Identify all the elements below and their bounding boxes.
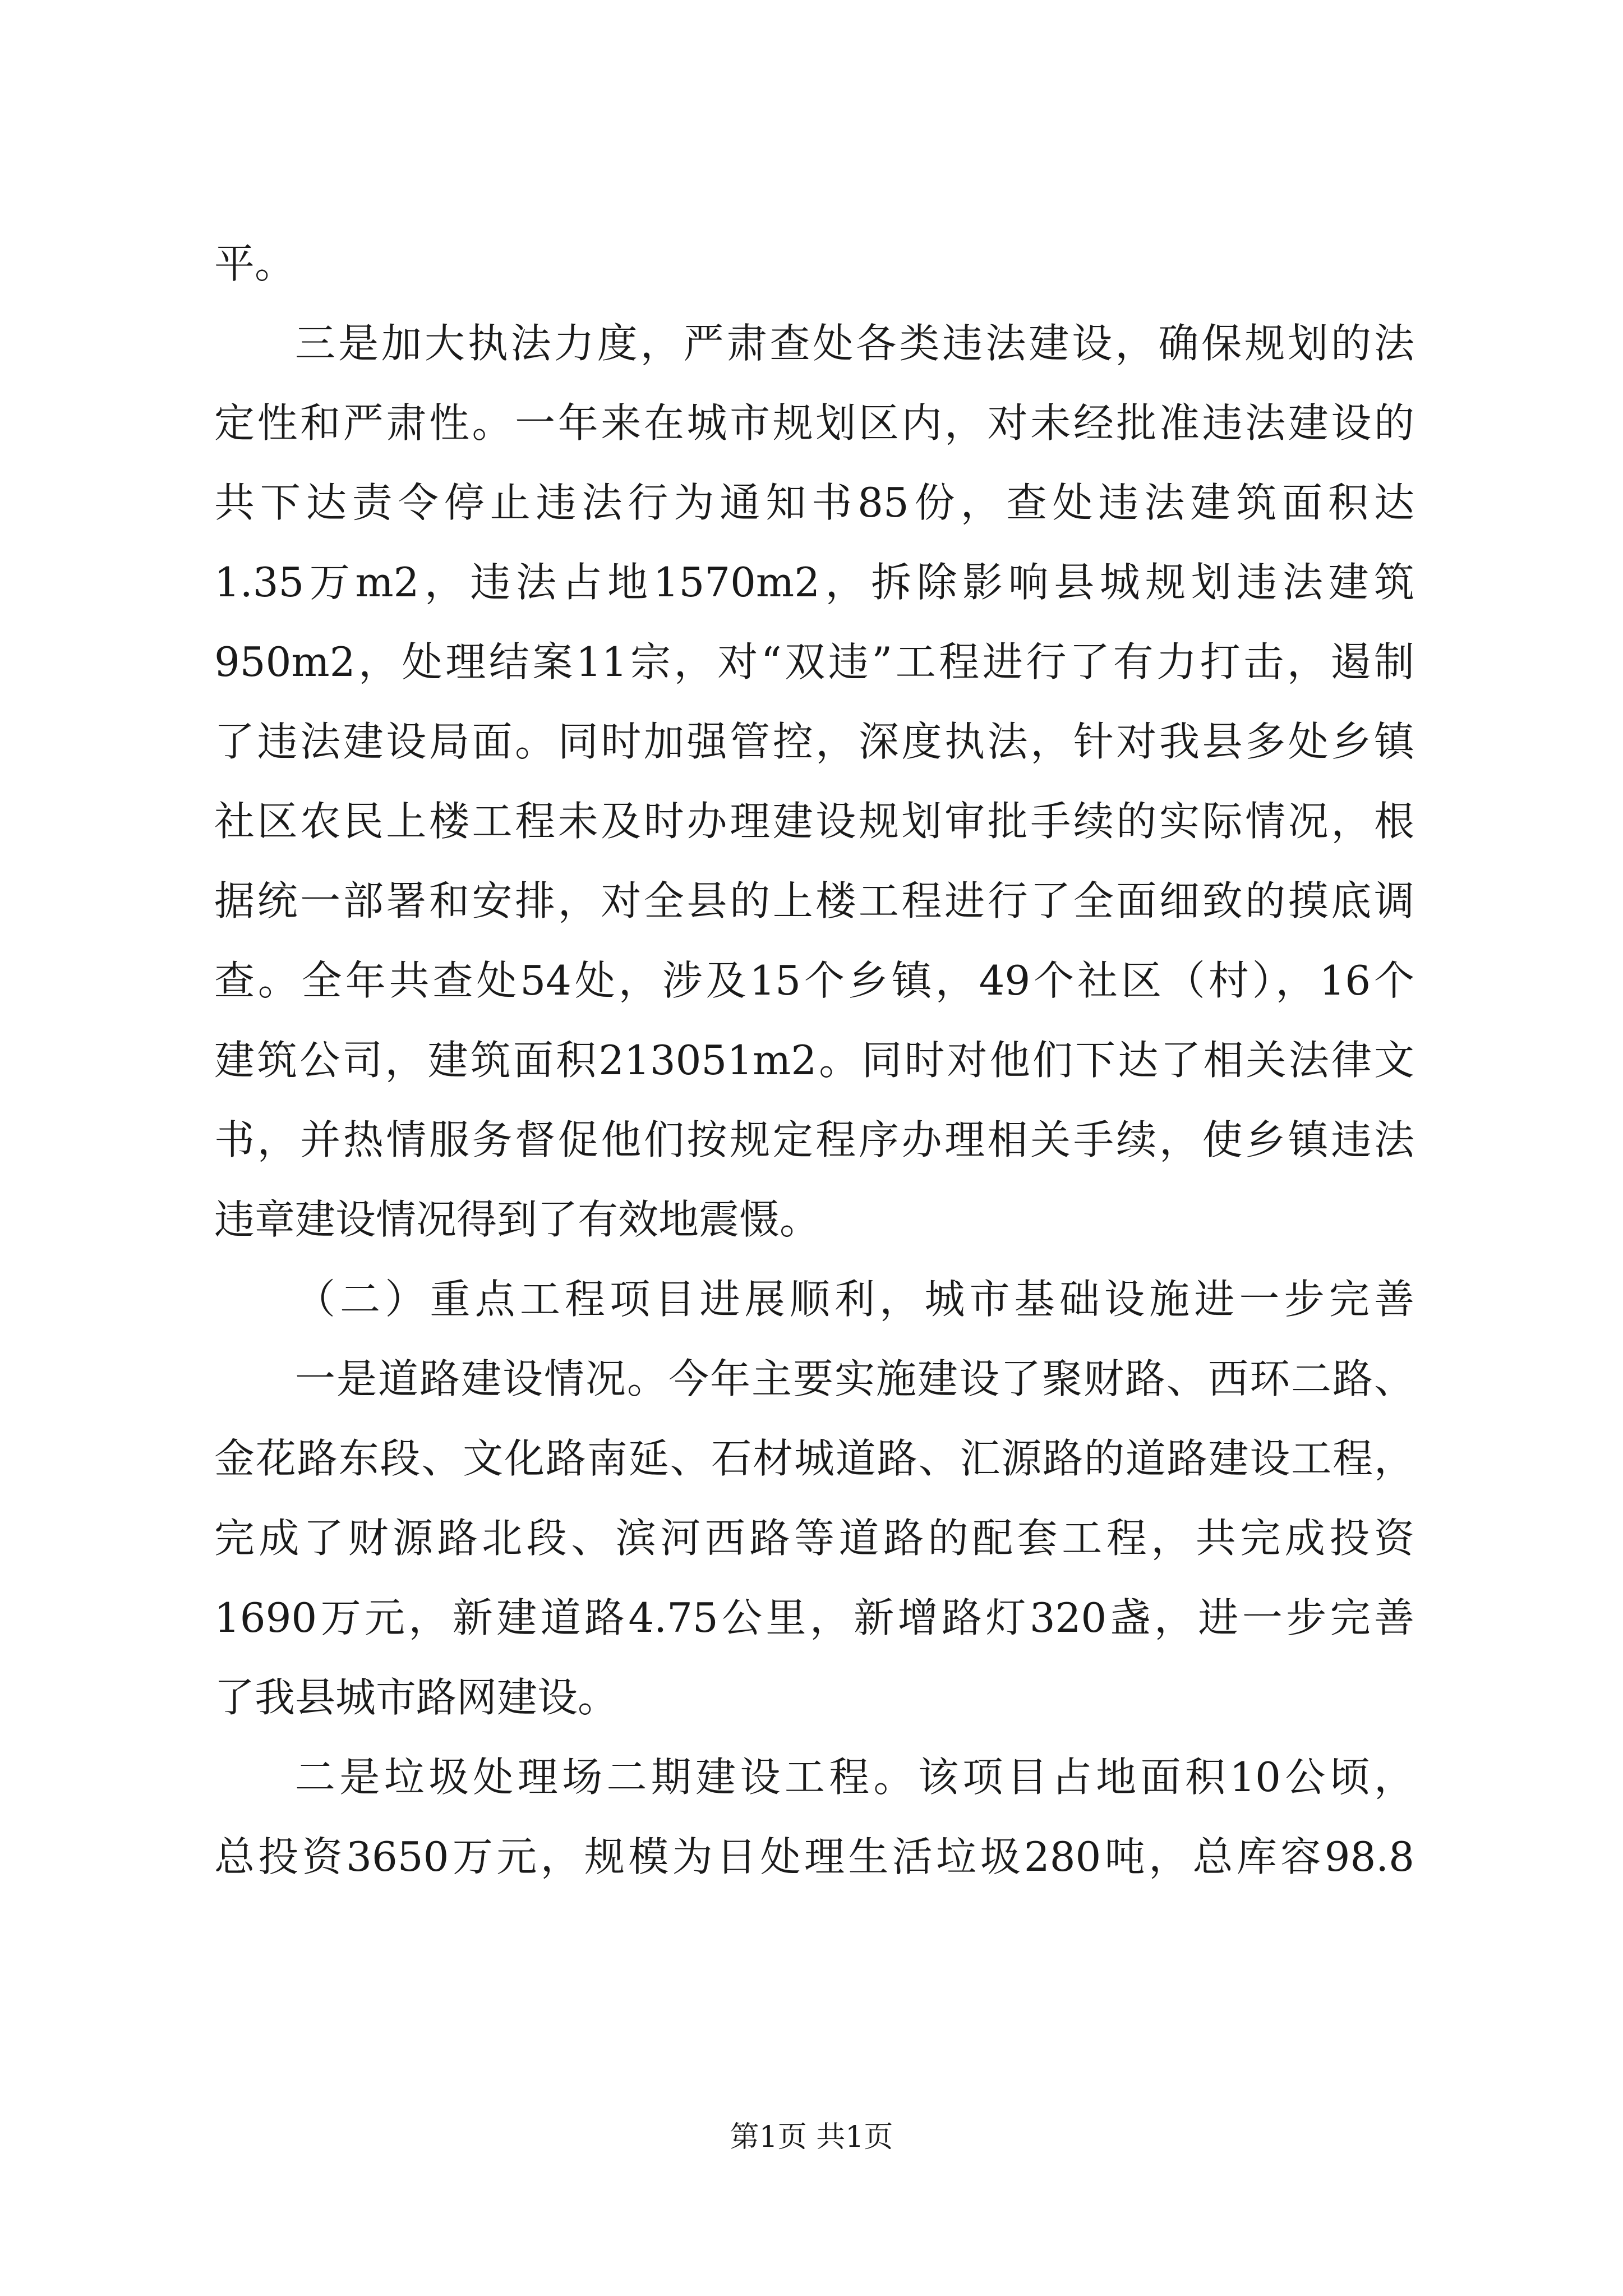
text-line: 平。 [214,240,296,287]
text-line: 社区农民上楼工程未及时办理建设规划审批手续的实际情况，根 [214,798,1414,845]
text-line: 1690万元，新建道路4.75公里，新增路灯320盏，进一步完善 [214,1594,1414,1641]
text-line: 总投资3650万元，规模为日处理生活垃圾280吨，总库容98.8 [214,1833,1414,1880]
text-line: 三是加大执法力度，严肃查处各类违法建设，确保规划的法 [295,320,1414,367]
text-line: 了我县城市路网建设。 [214,1674,619,1721]
text-line: 违章建设情况得到了有效地震慑。 [214,1196,820,1243]
text-line: 950m2，处理结案11宗，对“双违”工程进行了有力打击，遏制 [214,638,1414,685]
text-line: 1.35万m2，违法占地1570m2，拆除影响县城规划违法建筑 [214,559,1414,606]
text-line: 二是垃圾处理场二期建设工程。该项目占地面积10公顷， [295,1754,1414,1801]
text-line: 建筑公司，建筑面积213051m2。同时对他们下达了相关法律文 [214,1037,1414,1084]
section-heading: （二）重点工程项目进展顺利，城市基础设施进一步完善 [295,1276,1414,1323]
text-line: 查。全年共查处54处，涉及15个乡镇，49个社区（村），16个 [214,957,1414,1004]
text-line: 了违法建设局面。同时加强管控，深度执法，针对我县多处乡镇 [214,718,1414,765]
text-line: 据统一部署和安排，对全县的上楼工程进行了全面细致的摸底调 [214,877,1414,924]
page-footer: 第1页 共1页 [730,2120,893,2154]
text-line: 定性和严肃性。一年来在城市规划区内，对未经批准违法建设的 [214,399,1414,447]
text-line: 金花路东段、文化路南延、石材城道路、汇源路的道路建设工程， [214,1435,1414,1482]
text-line: 完成了财源路北段、滨河西路等道路的配套工程，共完成投资 [214,1515,1414,1562]
text-line: 一是道路建设情况。今年主要实施建设了聚财路、西环二路、 [295,1355,1414,1402]
text-line: 共下达责令停止违法行为通知书85份，查处违法建筑面积达 [214,479,1414,526]
text-line: 书，并热情服务督促他们按规定程序办理相关手续，使乡镇违法 [214,1116,1414,1163]
